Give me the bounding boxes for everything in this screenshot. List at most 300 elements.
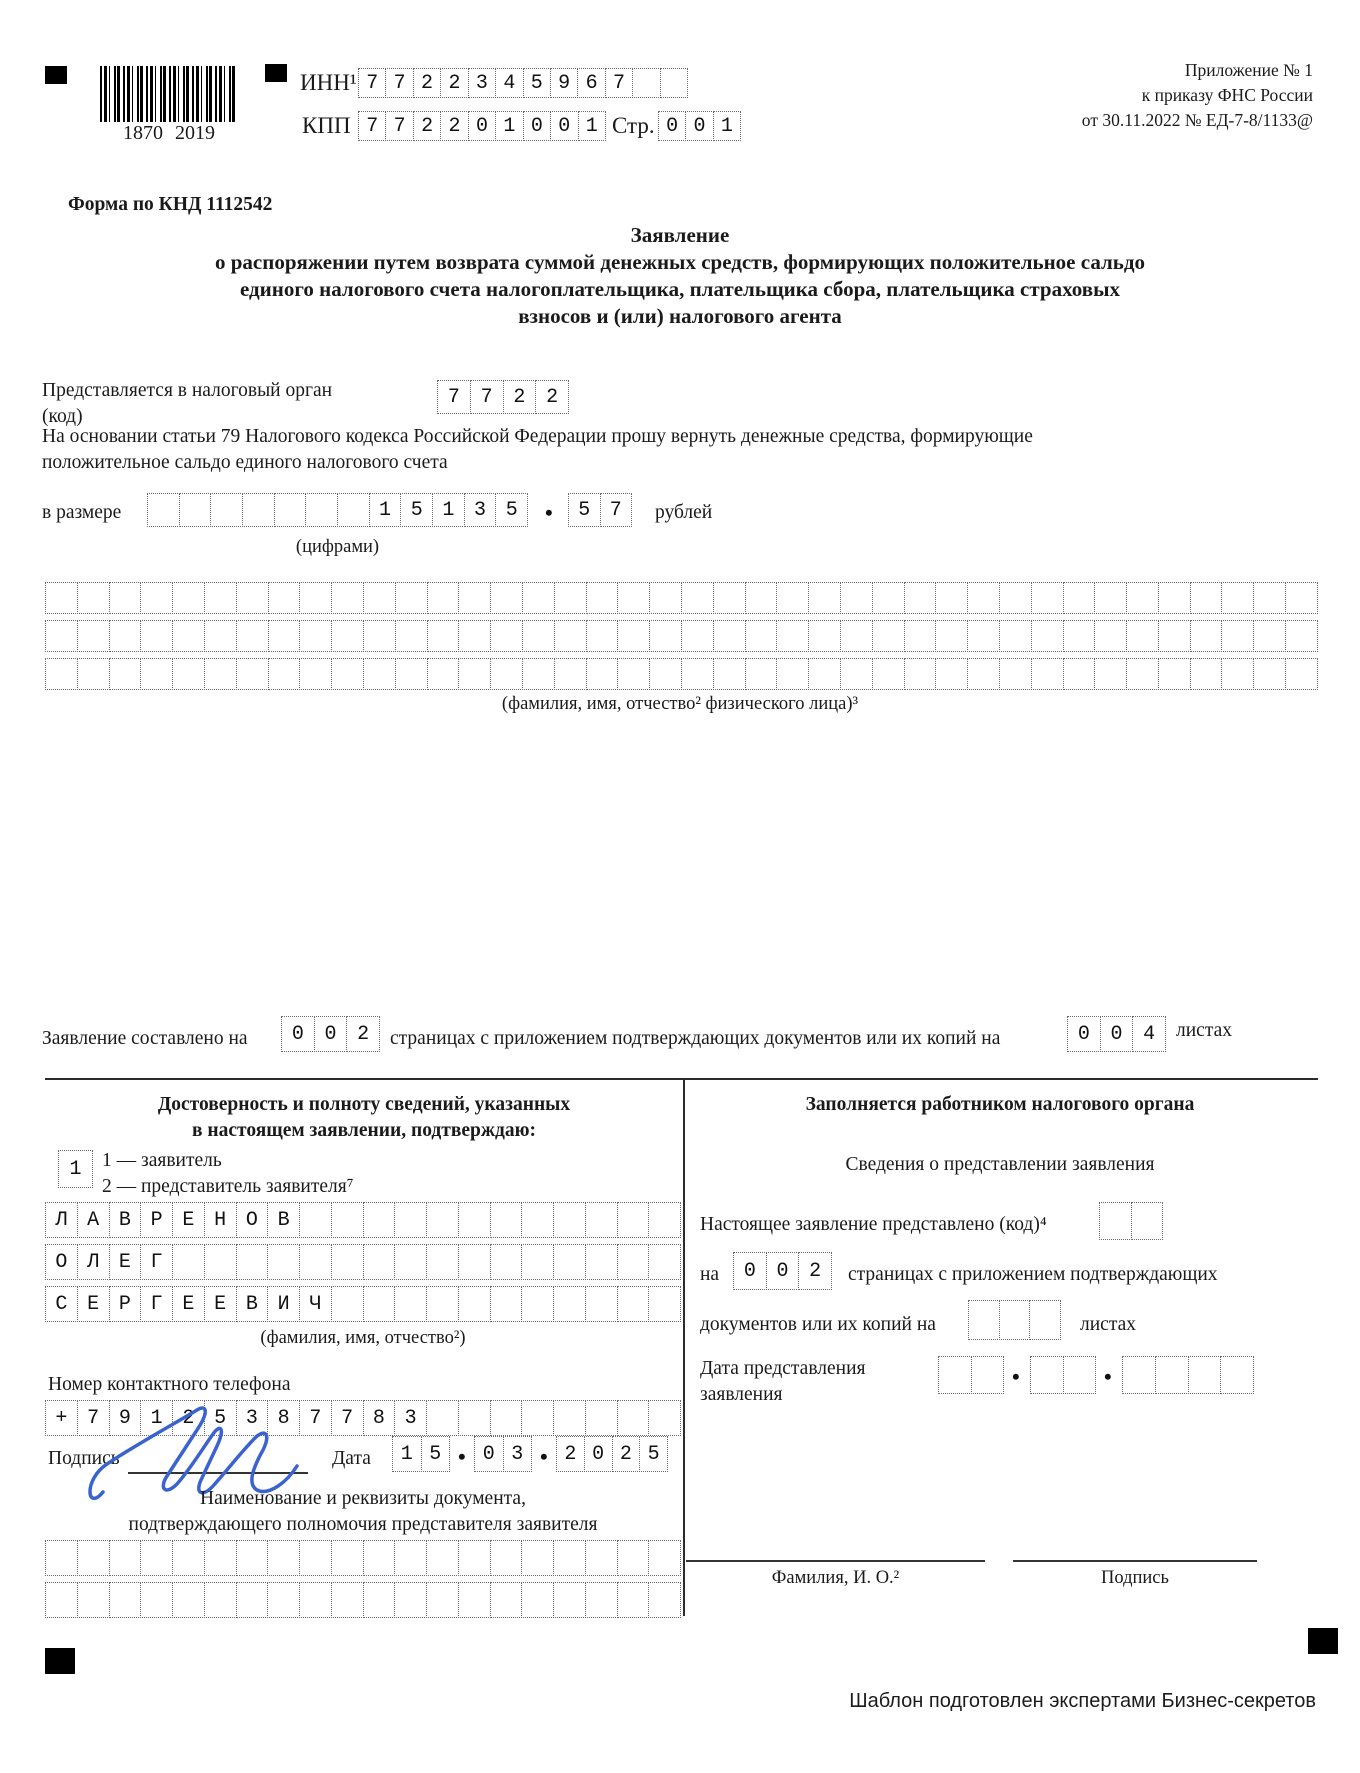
form-cell[interactable] xyxy=(274,493,307,527)
form-cell[interactable]: 7 xyxy=(358,111,386,141)
form-cell[interactable] xyxy=(521,1202,554,1238)
form-cell[interactable]: 2 xyxy=(503,380,537,414)
form-cell[interactable] xyxy=(904,582,937,614)
form-cell[interactable]: В xyxy=(267,1202,300,1238)
form-cell[interactable] xyxy=(1063,582,1096,614)
form-cell[interactable] xyxy=(458,620,491,652)
form-cell[interactable] xyxy=(305,493,338,527)
form-cell[interactable] xyxy=(999,658,1032,690)
form-cell[interactable]: 7 xyxy=(470,380,504,414)
form-cell[interactable]: 0 xyxy=(658,111,686,141)
presented-code-field[interactable] xyxy=(1099,1202,1163,1240)
form-cell[interactable] xyxy=(648,1540,681,1576)
form-cell[interactable] xyxy=(1029,1300,1061,1340)
form-cell[interactable] xyxy=(331,1202,364,1238)
form-cell[interactable]: Р xyxy=(140,1202,173,1238)
form-cell[interactable] xyxy=(1188,1356,1222,1394)
form-cell[interactable]: Е xyxy=(77,1286,110,1322)
form-cell[interactable] xyxy=(426,1244,459,1280)
form-cell[interactable] xyxy=(840,582,873,614)
form-cell[interactable]: Е xyxy=(204,1286,237,1322)
form-cell[interactable] xyxy=(649,620,682,652)
inspector-name-line[interactable] xyxy=(686,1528,985,1562)
form-cell[interactable] xyxy=(999,1300,1031,1340)
form-cell[interactable] xyxy=(236,658,269,690)
form-cell[interactable] xyxy=(394,1244,427,1280)
form-cell[interactable]: 2 xyxy=(413,111,441,141)
form-cell[interactable] xyxy=(490,1400,523,1436)
form-cell[interactable]: 0 xyxy=(1067,1016,1101,1052)
form-cell[interactable]: 2 xyxy=(172,1400,205,1436)
applicant-type-field[interactable] xyxy=(58,1150,93,1188)
form-cell[interactable]: В xyxy=(109,1202,142,1238)
form-cell[interactable] xyxy=(299,1202,332,1238)
form-cell[interactable] xyxy=(394,1540,427,1576)
form-cell[interactable] xyxy=(204,582,237,614)
form-cell[interactable] xyxy=(617,582,650,614)
form-cell[interactable]: 1 xyxy=(369,493,402,527)
form-cell[interactable] xyxy=(554,620,587,652)
form-cell[interactable] xyxy=(426,1540,459,1576)
form-cell[interactable]: 9 xyxy=(550,68,578,98)
form-cell[interactable] xyxy=(1285,658,1318,690)
form-cell[interactable] xyxy=(1285,620,1318,652)
form-cell[interactable]: 5 xyxy=(568,493,601,527)
form-cell[interactable] xyxy=(337,493,370,527)
form-cell[interactable] xyxy=(1158,658,1191,690)
right-sheets-field[interactable] xyxy=(968,1300,1061,1340)
form-cell[interactable] xyxy=(45,582,78,614)
form-cell[interactable] xyxy=(490,658,523,690)
form-cell[interactable] xyxy=(458,1202,491,1238)
form-cell[interactable] xyxy=(681,582,714,614)
form-cell[interactable] xyxy=(713,620,746,652)
form-cell[interactable]: 3 xyxy=(468,68,496,98)
form-cell[interactable] xyxy=(363,1540,396,1576)
form-cell[interactable]: 8 xyxy=(363,1400,396,1436)
form-cell[interactable] xyxy=(395,658,428,690)
form-cell[interactable] xyxy=(426,1582,459,1618)
form-cell[interactable] xyxy=(172,1540,205,1576)
form-cell[interactable] xyxy=(681,658,714,690)
form-cell[interactable]: 1 xyxy=(392,1436,422,1472)
form-cell[interactable] xyxy=(172,658,205,690)
form-cell[interactable]: О xyxy=(45,1244,78,1280)
form-cell[interactable] xyxy=(1063,658,1096,690)
form-cell[interactable] xyxy=(1031,582,1064,614)
fio-person-row-3[interactable] xyxy=(45,658,1318,690)
form-cell[interactable]: 0 xyxy=(523,111,551,141)
date-year-field[interactable] xyxy=(556,1436,668,1472)
form-cell[interactable] xyxy=(109,658,142,690)
form-cell[interactable] xyxy=(204,658,237,690)
form-cell[interactable] xyxy=(109,620,142,652)
form-cell[interactable] xyxy=(490,1582,523,1618)
form-cell[interactable] xyxy=(521,1400,554,1436)
form-cell[interactable] xyxy=(872,620,905,652)
form-cell[interactable] xyxy=(1063,620,1096,652)
form-cell[interactable]: 2 xyxy=(346,1016,380,1052)
firstname-field[interactable] xyxy=(45,1244,681,1280)
form-cell[interactable] xyxy=(490,1540,523,1576)
inspector-sign-line[interactable] xyxy=(1013,1528,1257,1562)
date-month-field[interactable] xyxy=(474,1436,532,1472)
pages-count-field[interactable] xyxy=(281,1016,380,1052)
form-cell[interactable] xyxy=(268,620,301,652)
form-cell[interactable] xyxy=(1190,658,1223,690)
form-cell[interactable]: Е xyxy=(172,1286,205,1322)
form-cell[interactable] xyxy=(172,582,205,614)
form-cell[interactable]: В xyxy=(236,1286,269,1322)
form-cell[interactable] xyxy=(553,1202,586,1238)
form-cell[interactable]: 5 xyxy=(204,1400,237,1436)
form-cell[interactable] xyxy=(490,1202,523,1238)
form-cell[interactable] xyxy=(331,1286,364,1322)
form-cell[interactable] xyxy=(938,1356,972,1394)
form-cell[interactable] xyxy=(331,1244,364,1280)
form-cell[interactable] xyxy=(236,1244,269,1280)
form-cell[interactable] xyxy=(648,1400,681,1436)
form-cell[interactable] xyxy=(140,582,173,614)
form-cell[interactable] xyxy=(776,582,809,614)
form-cell[interactable] xyxy=(363,1582,396,1618)
form-cell[interactable]: 2 xyxy=(413,68,441,98)
form-cell[interactable] xyxy=(140,1582,173,1618)
form-cell[interactable] xyxy=(648,1286,681,1322)
form-cell[interactable] xyxy=(1063,1356,1097,1394)
form-cell[interactable]: 6 xyxy=(577,68,605,98)
form-cell[interactable] xyxy=(713,658,746,690)
right-date-day-field[interactable] xyxy=(938,1356,1004,1394)
kpp-field[interactable] xyxy=(358,111,606,141)
form-cell[interactable] xyxy=(1031,620,1064,652)
form-cell[interactable] xyxy=(935,658,968,690)
form-cell[interactable] xyxy=(1126,620,1159,652)
form-cell[interactable] xyxy=(999,620,1032,652)
form-cell[interactable] xyxy=(172,1582,205,1618)
form-cell[interactable] xyxy=(299,620,332,652)
form-cell[interactable]: 0 xyxy=(1100,1016,1134,1052)
form-cell[interactable] xyxy=(236,620,269,652)
form-cell[interactable]: 0 xyxy=(468,111,496,141)
form-cell[interactable] xyxy=(808,620,841,652)
form-cell[interactable] xyxy=(648,1582,681,1618)
form-cell[interactable] xyxy=(427,582,460,614)
form-cell[interactable] xyxy=(776,658,809,690)
form-cell[interactable] xyxy=(458,1582,491,1618)
form-cell[interactable]: 0 xyxy=(314,1016,348,1052)
form-cell[interactable] xyxy=(363,1286,396,1322)
form-cell[interactable] xyxy=(394,1582,427,1618)
form-cell[interactable] xyxy=(490,1286,523,1322)
form-cell[interactable] xyxy=(553,1400,586,1436)
form-cell[interactable]: Р xyxy=(109,1286,142,1322)
form-cell[interactable]: 5 xyxy=(523,68,551,98)
form-cell[interactable] xyxy=(1030,1356,1064,1394)
right-pages-field[interactable] xyxy=(733,1252,832,1290)
form-cell[interactable]: 7 xyxy=(77,1400,110,1436)
form-cell[interactable] xyxy=(172,1244,205,1280)
form-cell[interactable]: 7 xyxy=(299,1400,332,1436)
form-cell[interactable] xyxy=(585,1286,618,1322)
form-cell[interactable]: 4 xyxy=(495,68,523,98)
form-cell[interactable] xyxy=(1094,620,1127,652)
form-cell[interactable] xyxy=(458,1286,491,1322)
form-cell[interactable] xyxy=(1221,658,1254,690)
amount-rubles-field[interactable] xyxy=(147,493,528,527)
form-cell[interactable] xyxy=(77,620,110,652)
form-cell[interactable]: 1 xyxy=(140,1400,173,1436)
form-cell[interactable] xyxy=(585,1540,618,1576)
form-cell[interactable]: Е xyxy=(109,1244,142,1280)
doc-authority-row-1[interactable] xyxy=(45,1540,681,1576)
form-cell[interactable]: 7 xyxy=(437,380,471,414)
form-cell[interactable] xyxy=(299,1582,332,1618)
form-cell[interactable] xyxy=(1253,620,1286,652)
form-cell[interactable] xyxy=(179,493,212,527)
form-cell[interactable] xyxy=(267,1582,300,1618)
form-cell[interactable] xyxy=(140,620,173,652)
form-cell[interactable]: О xyxy=(236,1202,269,1238)
form-cell[interactable] xyxy=(236,1582,269,1618)
form-cell[interactable]: Л xyxy=(77,1244,110,1280)
form-cell[interactable] xyxy=(1253,658,1286,690)
form-cell[interactable] xyxy=(363,620,396,652)
form-cell[interactable]: Г xyxy=(140,1286,173,1322)
form-cell[interactable]: И xyxy=(267,1286,300,1322)
fio-person-row-2[interactable] xyxy=(45,620,1318,652)
form-cell[interactable] xyxy=(745,582,778,614)
page-number-field[interactable] xyxy=(658,111,741,141)
form-cell[interactable]: 7 xyxy=(331,1400,364,1436)
form-cell[interactable] xyxy=(109,1540,142,1576)
form-cell[interactable] xyxy=(585,1244,618,1280)
form-cell[interactable] xyxy=(521,1582,554,1618)
form-cell[interactable] xyxy=(45,1582,78,1618)
form-cell[interactable] xyxy=(458,1244,491,1280)
form-cell[interactable] xyxy=(299,658,332,690)
form-cell[interactable] xyxy=(904,658,937,690)
form-cell[interactable] xyxy=(458,658,491,690)
fio-person-row-1[interactable] xyxy=(45,582,1318,614)
form-cell[interactable]: 7 xyxy=(600,493,633,527)
form-cell[interactable]: 0 xyxy=(550,111,578,141)
form-cell[interactable] xyxy=(140,658,173,690)
form-cell[interactable] xyxy=(210,493,243,527)
form-cell[interactable]: 0 xyxy=(685,111,713,141)
form-cell[interactable] xyxy=(140,1540,173,1576)
form-cell[interactable]: 5 xyxy=(400,493,433,527)
form-cell[interactable] xyxy=(77,1540,110,1576)
form-cell[interactable] xyxy=(267,1244,300,1280)
form-cell[interactable] xyxy=(522,620,555,652)
form-cell[interactable] xyxy=(45,1540,78,1576)
patronymic-field[interactable] xyxy=(45,1286,681,1322)
form-cell[interactable] xyxy=(971,1356,1005,1394)
form-cell[interactable]: Е xyxy=(172,1202,205,1238)
form-cell[interactable]: Н xyxy=(204,1202,237,1238)
form-cell[interactable] xyxy=(299,582,332,614)
form-cell[interactable]: 2 xyxy=(798,1252,832,1290)
form-cell[interactable] xyxy=(109,1582,142,1618)
form-cell[interactable] xyxy=(395,620,428,652)
form-cell[interactable]: 3 xyxy=(464,493,497,527)
form-cell[interactable] xyxy=(331,582,364,614)
form-cell[interactable] xyxy=(1126,658,1159,690)
form-cell[interactable] xyxy=(648,1202,681,1238)
form-cell[interactable] xyxy=(1253,582,1286,614)
form-cell[interactable] xyxy=(458,1540,491,1576)
form-cell[interactable] xyxy=(617,1202,650,1238)
form-cell[interactable] xyxy=(1158,582,1191,614)
form-cell[interactable] xyxy=(713,582,746,614)
form-cell[interactable] xyxy=(490,582,523,614)
form-cell[interactable]: С xyxy=(45,1286,78,1322)
form-cell[interactable] xyxy=(1131,1202,1164,1240)
form-cell[interactable] xyxy=(45,620,78,652)
form-cell[interactable] xyxy=(1158,620,1191,652)
form-cell[interactable] xyxy=(632,68,660,98)
form-cell[interactable] xyxy=(172,620,205,652)
form-cell[interactable] xyxy=(553,1244,586,1280)
form-cell[interactable] xyxy=(585,1582,618,1618)
form-cell[interactable] xyxy=(268,582,301,614)
sheets-count-field[interactable] xyxy=(1067,1016,1166,1052)
form-cell[interactable] xyxy=(1126,582,1159,614)
form-cell[interactable] xyxy=(967,582,1000,614)
form-cell[interactable] xyxy=(363,1202,396,1238)
form-cell[interactable] xyxy=(745,658,778,690)
form-cell[interactable]: 8 xyxy=(267,1400,300,1436)
form-cell[interactable] xyxy=(331,658,364,690)
form-cell[interactable] xyxy=(267,1540,300,1576)
form-cell[interactable] xyxy=(522,582,555,614)
form-cell[interactable]: 1 xyxy=(58,1150,93,1188)
form-cell[interactable] xyxy=(490,620,523,652)
form-cell[interactable]: 0 xyxy=(733,1252,767,1290)
form-cell[interactable] xyxy=(586,582,619,614)
form-cell[interactable] xyxy=(77,582,110,614)
form-cell[interactable] xyxy=(586,620,619,652)
doc-authority-row-2[interactable] xyxy=(45,1582,681,1618)
form-cell[interactable] xyxy=(426,1400,459,1436)
form-cell[interactable] xyxy=(1094,658,1127,690)
form-cell[interactable] xyxy=(1122,1356,1156,1394)
form-cell[interactable]: Л xyxy=(45,1202,78,1238)
form-cell[interactable] xyxy=(426,1202,459,1238)
form-cell[interactable] xyxy=(204,620,237,652)
form-cell[interactable]: 2 xyxy=(612,1436,641,1472)
form-cell[interactable]: 7 xyxy=(385,111,413,141)
amount-kopecks-field[interactable] xyxy=(568,493,632,527)
form-cell[interactable] xyxy=(553,1582,586,1618)
form-cell[interactable] xyxy=(649,582,682,614)
form-cell[interactable] xyxy=(649,658,682,690)
form-cell[interactable] xyxy=(1221,620,1254,652)
form-cell[interactable] xyxy=(554,658,587,690)
form-cell[interactable] xyxy=(553,1286,586,1322)
form-cell[interactable] xyxy=(363,1244,396,1280)
form-cell[interactable] xyxy=(935,582,968,614)
form-cell[interactable] xyxy=(745,620,778,652)
form-cell[interactable] xyxy=(299,1244,332,1280)
tax-authority-code-field[interactable] xyxy=(437,380,569,414)
form-cell[interactable] xyxy=(236,582,269,614)
form-cell[interactable]: 2 xyxy=(556,1436,585,1472)
form-cell[interactable]: 5 xyxy=(421,1436,451,1472)
form-cell[interactable] xyxy=(808,582,841,614)
form-cell[interactable] xyxy=(1285,582,1318,614)
form-cell[interactable] xyxy=(904,620,937,652)
form-cell[interactable] xyxy=(967,620,1000,652)
form-cell[interactable] xyxy=(935,620,968,652)
form-cell[interactable] xyxy=(617,1400,650,1436)
form-cell[interactable]: 1 xyxy=(713,111,741,141)
form-cell[interactable] xyxy=(808,658,841,690)
form-cell[interactable] xyxy=(585,1202,618,1238)
form-cell[interactable] xyxy=(617,1244,650,1280)
form-cell[interactable]: 3 xyxy=(394,1400,427,1436)
form-cell[interactable] xyxy=(363,658,396,690)
form-cell[interactable] xyxy=(236,1540,269,1576)
surname-field[interactable] xyxy=(45,1202,681,1238)
form-cell[interactable] xyxy=(660,68,688,98)
form-cell[interactable] xyxy=(458,582,491,614)
form-cell[interactable]: 0 xyxy=(474,1436,504,1472)
form-cell[interactable] xyxy=(1094,582,1127,614)
form-cell[interactable] xyxy=(1155,1356,1189,1394)
form-cell[interactable]: 1 xyxy=(495,111,523,141)
form-cell[interactable] xyxy=(585,1400,618,1436)
form-cell[interactable] xyxy=(77,658,110,690)
form-cell[interactable] xyxy=(77,1582,110,1618)
form-cell[interactable] xyxy=(872,582,905,614)
form-cell[interactable]: 7 xyxy=(605,68,633,98)
form-cell[interactable] xyxy=(363,582,396,614)
form-cell[interactable] xyxy=(999,582,1032,614)
form-cell[interactable] xyxy=(840,620,873,652)
form-cell[interactable] xyxy=(427,658,460,690)
form-cell[interactable] xyxy=(840,658,873,690)
right-date-month-field[interactable] xyxy=(1030,1356,1096,1394)
form-cell[interactable] xyxy=(394,1286,427,1322)
form-cell[interactable] xyxy=(1031,658,1064,690)
inn-field[interactable] xyxy=(358,68,688,98)
form-cell[interactable] xyxy=(521,1286,554,1322)
form-cell[interactable]: 3 xyxy=(503,1436,533,1472)
form-cell[interactable] xyxy=(522,658,555,690)
form-cell[interactable] xyxy=(242,493,275,527)
form-cell[interactable] xyxy=(395,582,428,614)
form-cell[interactable] xyxy=(147,493,180,527)
form-cell[interactable] xyxy=(426,1286,459,1322)
form-cell[interactable]: 2 xyxy=(535,380,569,414)
form-cell[interactable] xyxy=(1221,582,1254,614)
form-cell[interactable] xyxy=(331,620,364,652)
form-cell[interactable] xyxy=(553,1540,586,1576)
form-cell[interactable]: 7 xyxy=(358,68,386,98)
form-cell[interactable]: + xyxy=(45,1400,78,1436)
form-cell[interactable] xyxy=(648,1244,681,1280)
form-cell[interactable] xyxy=(1190,582,1223,614)
form-cell[interactable] xyxy=(204,1540,237,1576)
form-cell[interactable] xyxy=(1220,1356,1254,1394)
form-cell[interactable]: 2 xyxy=(440,68,468,98)
form-cell[interactable] xyxy=(299,1540,332,1576)
date-day-field[interactable] xyxy=(392,1436,450,1472)
right-date-year-field[interactable] xyxy=(1122,1356,1254,1394)
form-cell[interactable]: 1 xyxy=(578,111,606,141)
